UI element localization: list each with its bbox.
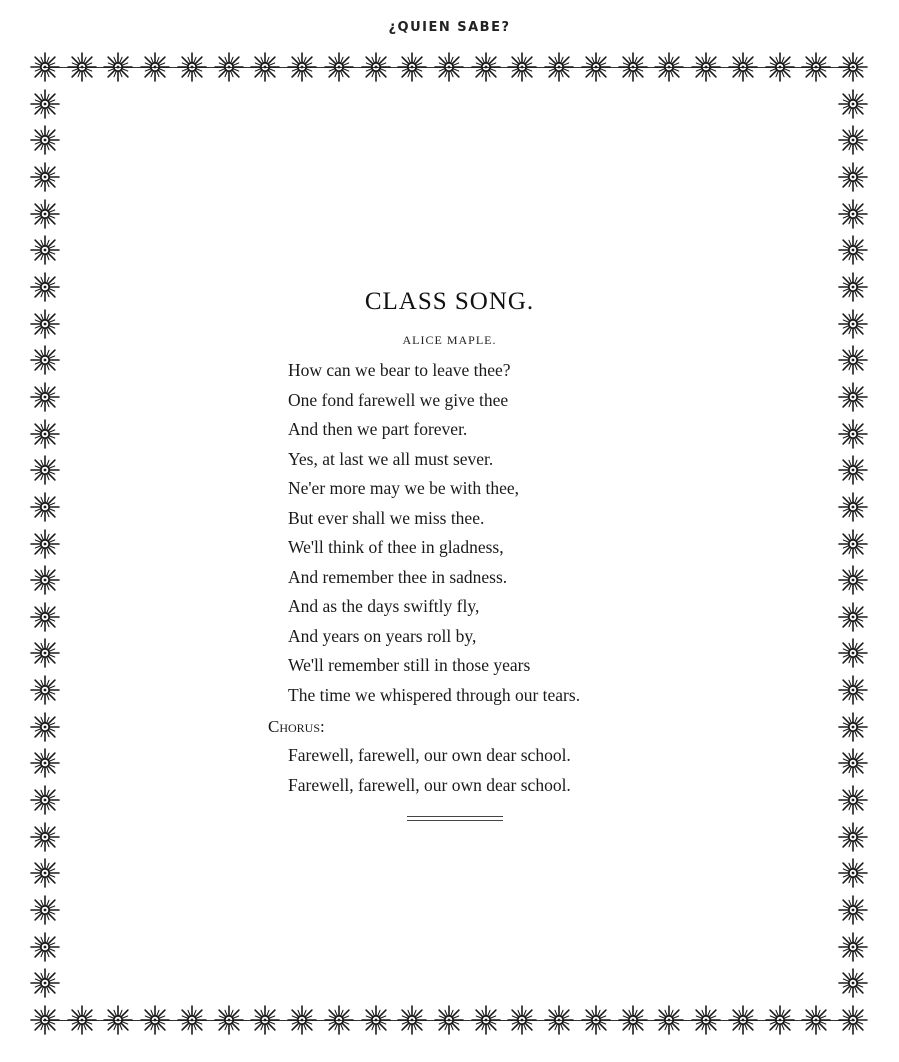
verse-line: How can we bear to leave thee? <box>288 360 511 380</box>
chorus-label: Chorus: <box>268 717 325 736</box>
verse-line: And then we part forever. <box>288 419 468 439</box>
chorus-line: Farewell, farewell, our own dear school. <box>288 745 571 765</box>
chorus-line: Farewell, farewell, our own dear school. <box>288 774 571 795</box>
closing-rule <box>407 816 503 817</box>
verse-line: Yes, at last we all must sever. <box>288 448 494 469</box>
starburst-ornament-icon <box>728 1005 758 1035</box>
starburst-ornament-icon <box>177 1005 207 1035</box>
starburst-ornament-icon <box>30 235 60 265</box>
starburst-ornament-icon <box>140 52 170 82</box>
starburst-ornament-icon <box>507 52 537 82</box>
starburst-ornament-icon <box>30 748 60 778</box>
starburst-ornament-icon <box>103 1005 133 1035</box>
starburst-ornament-icon <box>801 52 831 82</box>
running-head: ¿QUIEN SABE? <box>388 20 511 35</box>
starburst-ornament-icon <box>838 675 868 705</box>
starburst-ornament-icon <box>765 1005 795 1035</box>
starburst-ornament-icon <box>30 675 60 705</box>
starburst-ornament-icon <box>67 1005 97 1035</box>
starburst-ornament-icon <box>30 932 60 962</box>
starburst-ornament-icon <box>30 455 60 485</box>
starburst-ornament-icon <box>361 1005 391 1035</box>
verse-line: One fond farewell we give thee <box>288 389 509 410</box>
verse-line: And as the days swiftly fly, <box>288 596 480 616</box>
verse-line: And remember thee in sadness. <box>288 566 508 587</box>
starburst-ornament-icon <box>287 1005 317 1035</box>
starburst-ornament-icon <box>838 968 868 998</box>
starburst-ornament-icon <box>30 602 60 632</box>
starburst-ornament-icon <box>30 1005 60 1035</box>
starburst-ornament-icon <box>691 1005 721 1035</box>
starburst-ornament-icon <box>838 895 868 925</box>
starburst-ornament-icon <box>838 822 868 852</box>
starburst-ornament-icon <box>30 52 60 82</box>
starburst-ornament-icon <box>838 199 868 229</box>
starburst-ornament-icon <box>654 1005 684 1035</box>
starburst-ornament-icon <box>618 52 648 82</box>
starburst-ornament-icon <box>30 382 60 412</box>
starburst-ornament-icon <box>838 492 868 522</box>
starburst-ornament-icon <box>30 419 60 449</box>
starburst-ornament-icon <box>838 712 868 742</box>
starburst-ornament-icon <box>838 382 868 412</box>
starburst-ornament-icon <box>30 125 60 155</box>
starburst-ornament-icon <box>361 52 391 82</box>
starburst-ornament-icon <box>397 1005 427 1035</box>
starburst-ornament-icon <box>397 52 427 82</box>
starburst-ornament-icon <box>30 492 60 522</box>
starburst-ornament-icon <box>544 1005 574 1035</box>
starburst-ornament-icon <box>838 565 868 595</box>
starburst-ornament-icon <box>838 89 868 119</box>
starburst-ornament-icon <box>838 638 868 668</box>
starburst-ornament-icon <box>67 52 97 82</box>
starburst-ornament-icon <box>30 858 60 888</box>
poem-verse <box>288 356 580 710</box>
starburst-ornament-icon <box>838 858 868 888</box>
starburst-ornament-icon <box>507 1005 537 1035</box>
starburst-ornament-icon <box>30 895 60 925</box>
starburst-ornament-icon <box>177 52 207 82</box>
starburst-ornament-icon <box>30 162 60 192</box>
starburst-ornament-icon <box>434 52 464 82</box>
verse-line: But ever shall we miss thee. <box>288 507 485 528</box>
starburst-ornament-icon <box>324 1005 354 1035</box>
starburst-ornament-icon <box>324 52 354 82</box>
starburst-ornament-icon <box>30 638 60 668</box>
starburst-ornament-icon <box>250 52 280 82</box>
starburst-ornament-icon <box>30 822 60 852</box>
verse-line: We'll remember still in those years <box>288 655 531 675</box>
starburst-ornament-icon <box>618 1005 648 1035</box>
starburst-ornament-icon <box>30 968 60 998</box>
starburst-ornament-icon <box>30 785 60 815</box>
starburst-ornament-icon <box>471 52 501 82</box>
chorus <box>288 741 571 800</box>
starburst-ornament-icon <box>654 52 684 82</box>
starburst-ornament-icon <box>30 565 60 595</box>
starburst-ornament-icon <box>838 785 868 815</box>
starburst-ornament-icon <box>728 52 758 82</box>
starburst-ornament-icon <box>103 52 133 82</box>
starburst-ornament-icon <box>30 345 60 375</box>
starburst-ornament-icon <box>801 1005 831 1035</box>
starburst-ornament-icon <box>838 529 868 559</box>
starburst-ornament-icon <box>838 455 868 485</box>
starburst-ornament-icon <box>581 52 611 82</box>
starburst-ornament-icon <box>838 345 868 375</box>
poem-title: CLASS SONG. <box>364 288 535 315</box>
starburst-ornament-icon <box>838 125 868 155</box>
closing-rule <box>407 820 503 821</box>
starburst-ornament-icon <box>471 1005 501 1035</box>
starburst-ornament-icon <box>838 235 868 265</box>
poem-author: ALICE MAPLE. <box>402 333 497 347</box>
verse-line: The time we whispered through our tears. <box>288 684 581 705</box>
starburst-ornament-icon <box>765 52 795 82</box>
starburst-ornament-icon <box>838 932 868 962</box>
starburst-ornament-icon <box>30 712 60 742</box>
starburst-ornament-icon <box>838 52 868 82</box>
starburst-ornament-icon <box>838 1005 868 1035</box>
starburst-ornament-icon <box>434 1005 464 1035</box>
starburst-ornament-icon <box>581 1005 611 1035</box>
starburst-ornament-icon <box>250 1005 280 1035</box>
starburst-ornament-icon <box>214 1005 244 1035</box>
starburst-ornament-icon <box>214 52 244 82</box>
starburst-ornament-icon <box>287 52 317 82</box>
starburst-ornament-icon <box>838 419 868 449</box>
starburst-ornament-icon <box>140 1005 170 1035</box>
starburst-ornament-icon <box>691 52 721 82</box>
verse-line: Ne'er more may we be with thee, <box>288 478 520 498</box>
verse-line: We'll think of thee in gladness, <box>288 537 504 557</box>
starburst-ornament-icon <box>838 748 868 778</box>
starburst-ornament-icon <box>30 199 60 229</box>
starburst-ornament-icon <box>544 52 574 82</box>
starburst-ornament-icon <box>838 162 868 192</box>
starburst-ornament-icon <box>838 602 868 632</box>
starburst-ornament-icon <box>30 529 60 559</box>
starburst-ornament-icon <box>30 89 60 119</box>
verse-line: And years on years roll by, <box>288 625 477 646</box>
